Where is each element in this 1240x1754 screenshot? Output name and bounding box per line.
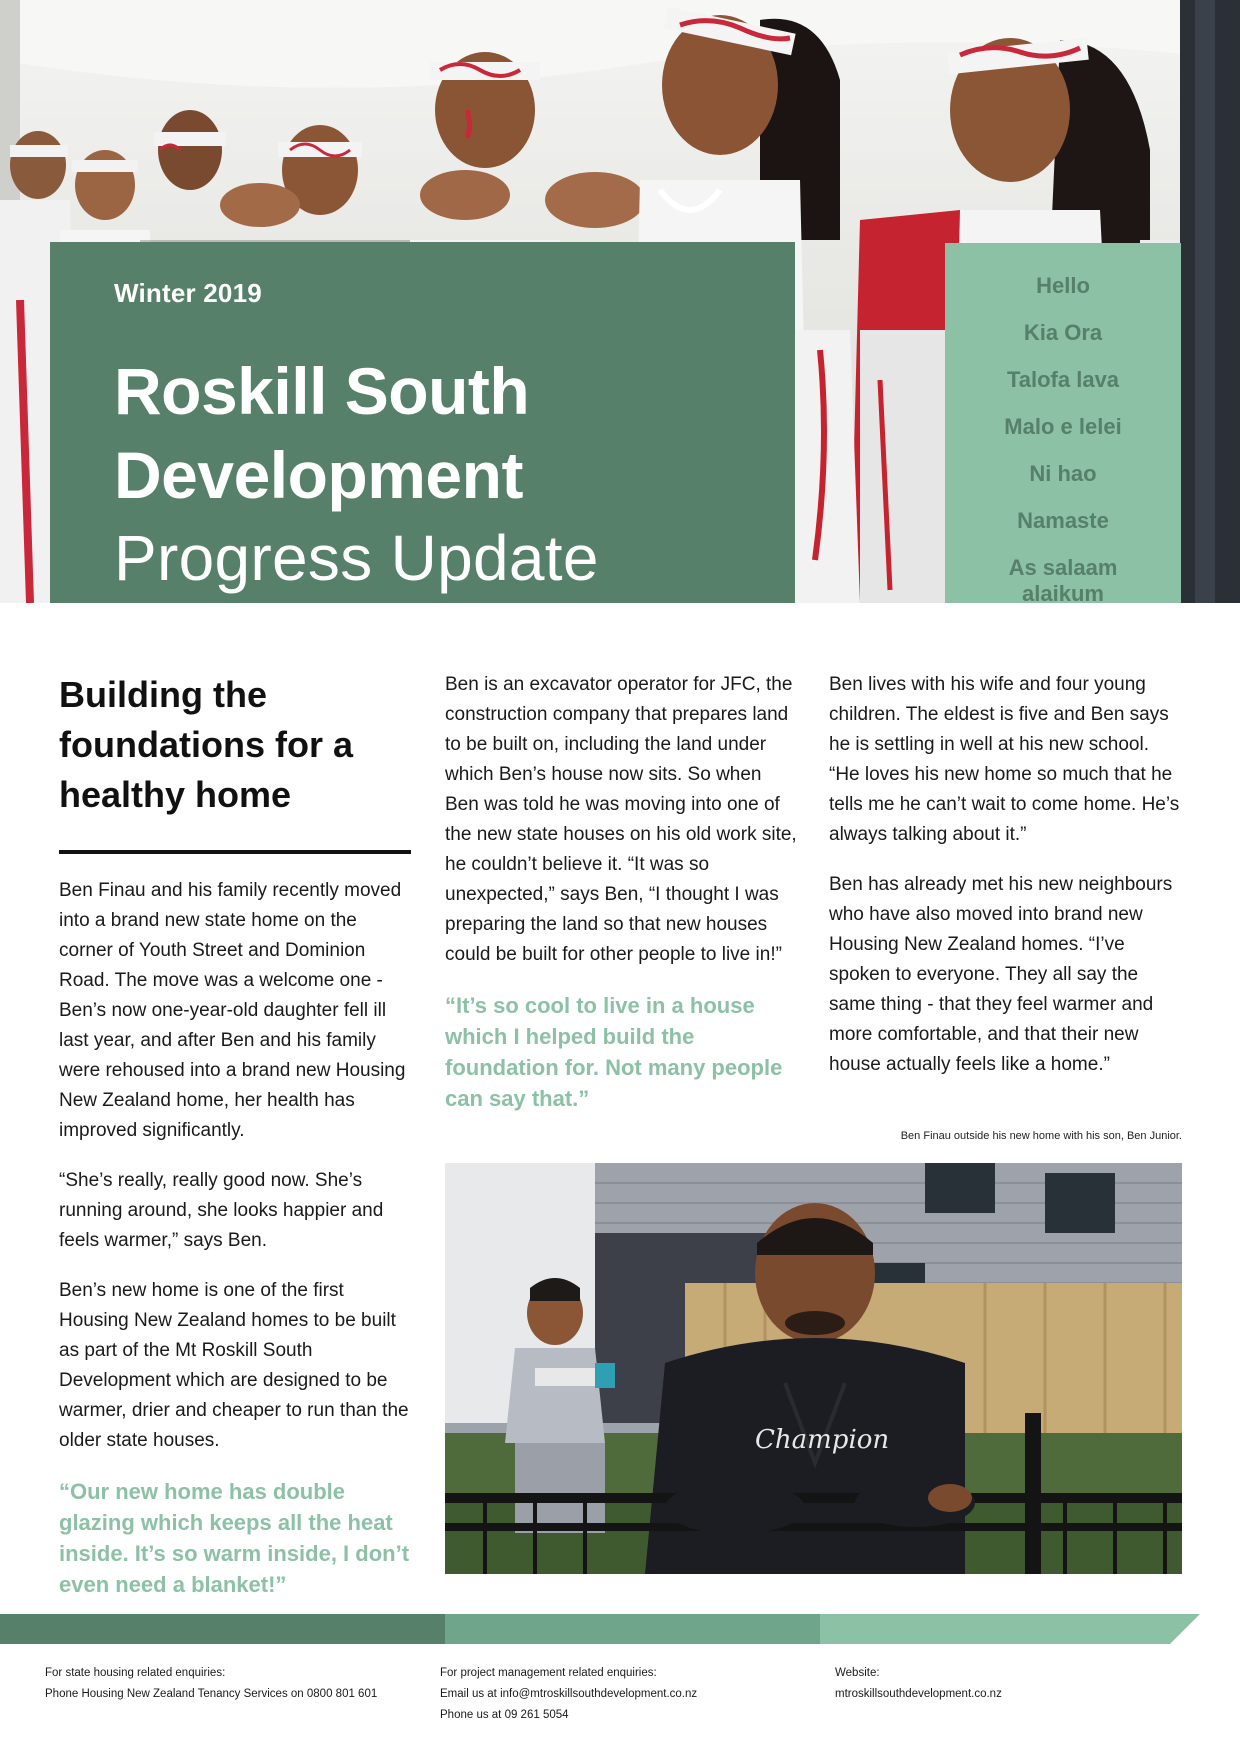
page-title [114, 349, 795, 517]
article-column-1 [59, 670, 411, 1600]
greeting-item: Hello [1036, 273, 1090, 298]
footer-phone: Phone us at 09 261 5054 [440, 1709, 569, 1721]
greeting-item: Malo e lelei [1004, 414, 1122, 439]
footer-color-bar [0, 1614, 1240, 1644]
greeting-item: Talofa lava [1006, 367, 1120, 392]
website-link[interactable]: mtroskillsouthdevelopment.co.nz [835, 1688, 1002, 1700]
footer-label: For project management related enquiries: [440, 1667, 657, 1679]
pull-quote: “It’s so cool to live in a house which I helped build the foundation for. Not many people can say that.” [445, 993, 783, 1111]
footer-project-contact [440, 1663, 697, 1726]
article-paragraph: Ben is an excavator operator for JFC, the construction company that prepares land to be built on, including the land under which Ben’s house now sits. So when Ben was told he was moving into one of the new state houses on his old work site, he couldn’t believe it. “It was so unexpected,” says Ben, “I thought I was preparing the land so that new houses could be built for other people to live in!” [445, 674, 797, 965]
hero-photo [0, 0, 1240, 603]
photo-caption: Ben Finau outside his new home with his son, Ben Junior. [900, 1130, 1182, 1142]
footer-housing-contact [45, 1663, 377, 1705]
svg-text:Champion: Champion [755, 1425, 890, 1455]
article-paragraph: “She’s really, really good now. She’s running around, she looks happier and feels warmer,” says Ben. [59, 1170, 384, 1251]
family-photo [445, 1163, 1182, 1574]
article-column-2 [445, 670, 800, 1114]
issue-season: Winter 2019 [114, 278, 262, 308]
page-subtitle: Progress Update [114, 522, 599, 594]
article-column-3 [829, 670, 1183, 1100]
greeting-item: Ni hao [1029, 461, 1097, 486]
footer-label: Website: [835, 1667, 880, 1679]
article-paragraph: Ben lives with his wife and four young children. The eldest is five and Ben says he is settling in well at his new school. “He loves his new home so much that he tells me he can’t wait to come home. He’s always talking about it.” [829, 674, 1180, 845]
footer-email-link[interactable]: Email us at info@mtroskillsouthdevelopment.co.nz [440, 1688, 698, 1700]
greetings-panel [945, 243, 1181, 603]
title-line-1: Roskill South [114, 354, 530, 428]
house-photo-illustration [445, 1163, 1182, 1574]
greeting-item: As salaam alaikum [1008, 555, 1118, 603]
footer-website [835, 1663, 1002, 1705]
greeting-item: Kia Ora [1023, 320, 1103, 345]
title-panel [50, 242, 795, 603]
greeting-item: Namaste [1017, 508, 1109, 533]
footer-phone: Phone Housing New Zealand Tenancy Services on 0800 801 601 [45, 1688, 378, 1700]
title-line-2: Development [114, 438, 523, 512]
pull-quote: “Our new home has double glazing which keeps all the heat inside. It’s so warm inside, I don’t even need a blanket!” [59, 1479, 410, 1597]
article-paragraph: Ben’s new home is one of the first Housing New Zealand homes to be built as part of the Mt Roskill South Development which are designed to be warmer, drier and cheaper to run than the older state houses. [59, 1280, 409, 1451]
article-headline: Building the foundations for a healthy home [59, 670, 411, 854]
article-paragraph: Ben Finau and his family recently moved into a brand new state home on the corner of Youth Street and Dominion Road. The move was a welcome one - Ben’s now one-year-old daughter fell ill last year, and after Ben and his family were rehoused into a brand new Housing New Zealand home, her health has improved significantly. [59, 880, 406, 1141]
article-paragraph: Ben has already met his new neighbours who have also moved into brand new Housing New Zealand homes. “I’ve spoken to everyone. They all say the same thing - that they feel warmer and more comfortable, and that their new house actually feels like a home.” [829, 874, 1173, 1075]
footer-label: For state housing related enquiries: [45, 1667, 226, 1679]
